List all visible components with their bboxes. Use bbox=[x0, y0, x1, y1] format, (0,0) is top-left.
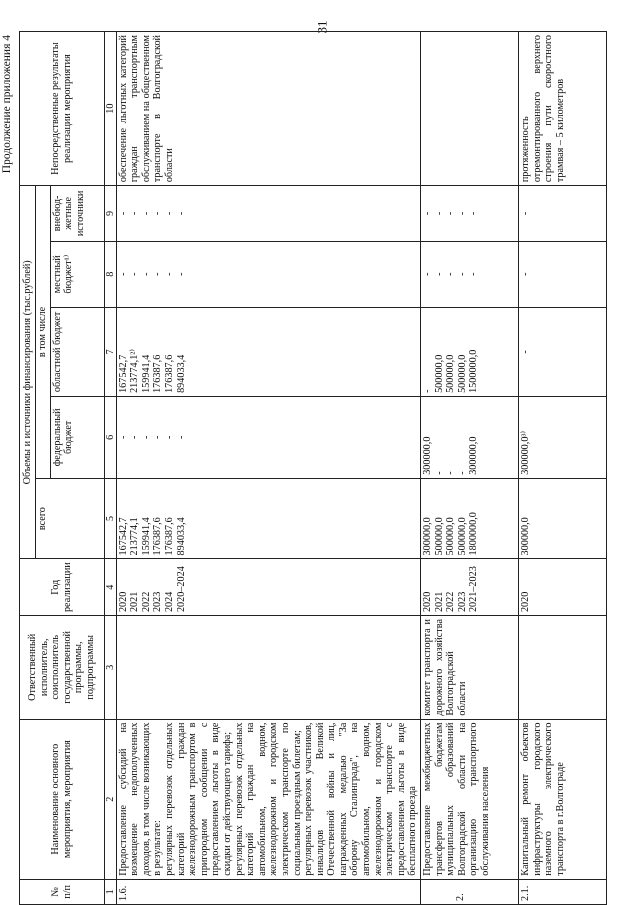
col-number: 3 bbox=[104, 616, 116, 720]
row-extra: - bbox=[519, 186, 607, 241]
row-year: 2020 bbox=[519, 559, 607, 616]
row-name: Капитальный ремонт объектов инфраструктуры городского наземного электрического транспорта в г.Волгограде bbox=[519, 719, 607, 879]
row-responsible bbox=[519, 616, 607, 720]
col-number: 5 bbox=[104, 478, 116, 559]
col-number: 1 bbox=[104, 879, 116, 904]
row-regional: - 500000,0 500000,0 500000,0 1500000,0 bbox=[421, 307, 519, 396]
row-number: 1.6. bbox=[116, 879, 420, 904]
row-total: 167542,7 213774,1 159941,4 176387,6 176387,6 894033,4 bbox=[116, 478, 420, 559]
rotated-table-page bbox=[0, 31, 568, 905]
table-row bbox=[519, 32, 607, 905]
header-year: Год реализации bbox=[20, 559, 105, 616]
row-federal: - - - - - - bbox=[116, 396, 420, 478]
header-federal: федеральный бюджет bbox=[50, 396, 104, 478]
row-federal: 300000,0³⁾ bbox=[519, 396, 607, 478]
row-name: Предоставление межбюджетных трансфертов бюджетам муниципальных образований Волгоградской области на организацию транспортного обслуживания населения bbox=[421, 719, 519, 879]
header-regional: областной бюджет bbox=[50, 307, 104, 396]
col-number: 10 bbox=[104, 32, 116, 186]
col-number: 4 bbox=[104, 559, 116, 616]
header-results: Непосредственные результаты реализации мероприятия bbox=[20, 32, 105, 186]
row-number: 2.1. bbox=[519, 879, 607, 904]
header-including: в том числе bbox=[36, 186, 51, 479]
table-row bbox=[116, 32, 420, 905]
row-name: Предоставление субсидий на возмещение недополученных доходов, в том числе возникающих в результате: регулярных перевозок отдельных категорий граждан железнодорожным транспортом в пригородном сообщении с предоставлением льготы в виде скидки от действующего тарифа; регулярных перевозок отдельных категорий граждан на автомобильном, водном, железнодорожном и городском электрическом транспорте по социальным проездным билетам; регулярных перевозок участников, инвалидов Великой Отечественной войны и лиц, награжденных медалью "За оборону Сталинграда", на автомобильном, водном, железнодорожном и городском электрическом транспорте с предоставлением льготы в виде бесплатного проезда bbox=[116, 719, 420, 879]
row-responsible bbox=[116, 616, 420, 720]
col-number: 9 bbox=[104, 186, 116, 241]
row-regional: 167542,7 213774,1²⁾ 159941,4 176387,6 176387,6 894033,4 bbox=[116, 307, 420, 396]
header-responsible: Ответственный исполнитель, соисполнитель государственной программы, подпрограммы bbox=[20, 616, 105, 720]
col-number: 2 bbox=[104, 719, 116, 879]
header-volumes: Объемы и источники финансирования (тыс.рублей) bbox=[20, 186, 36, 559]
row-year: 2020 2021 2022 2023 2021–2023 bbox=[421, 559, 519, 616]
row-federal: 300000,0 - - - 300000,0 bbox=[421, 396, 519, 478]
col-number: 7 bbox=[104, 307, 116, 396]
row-local: - - - - - bbox=[421, 241, 519, 307]
header-extra: внебюд-жетные источники bbox=[50, 186, 104, 241]
col-number: 8 bbox=[104, 241, 116, 307]
row-number: 2. bbox=[421, 879, 519, 904]
financing-table bbox=[19, 31, 607, 905]
row-local: - bbox=[519, 241, 607, 307]
row-total: 300000,0 bbox=[519, 478, 607, 559]
table-row bbox=[421, 32, 519, 905]
row-local: - - - - - - bbox=[116, 241, 420, 307]
row-extra: - - - - - bbox=[421, 186, 519, 241]
row-results: обеспечение льготных категорий граждан транспортным обслуживанием на общественном транспорте в Волгоградской области bbox=[116, 32, 420, 186]
row-results: протяженность отремонтированного верхнего строения пути скоростного трамвая – 5 километров bbox=[519, 32, 607, 186]
continuation-label: Продолжение приложения 4 bbox=[1, 35, 13, 174]
header-total: всего bbox=[36, 478, 105, 559]
row-year: 2020 2021 2022 2023 2024 2020–2024 bbox=[116, 559, 420, 616]
col-number: 6 bbox=[104, 396, 116, 478]
header-number: № п/п bbox=[20, 879, 105, 904]
row-responsible: комитет транспорта и дорожного хозяйства Волгоградской области bbox=[421, 616, 519, 720]
header-name: Наименование основного мероприятия, мероприятия bbox=[20, 719, 105, 879]
header-local: местный бюджет¹⁾ bbox=[50, 241, 104, 307]
row-extra: - - - - - - bbox=[116, 186, 420, 241]
row-total: 300000,0 500000,0 500000,0 500000,0 1800000,0 bbox=[421, 478, 519, 559]
row-results bbox=[421, 32, 519, 186]
row-regional: - bbox=[519, 307, 607, 396]
page-number: 31 bbox=[314, 20, 330, 34]
